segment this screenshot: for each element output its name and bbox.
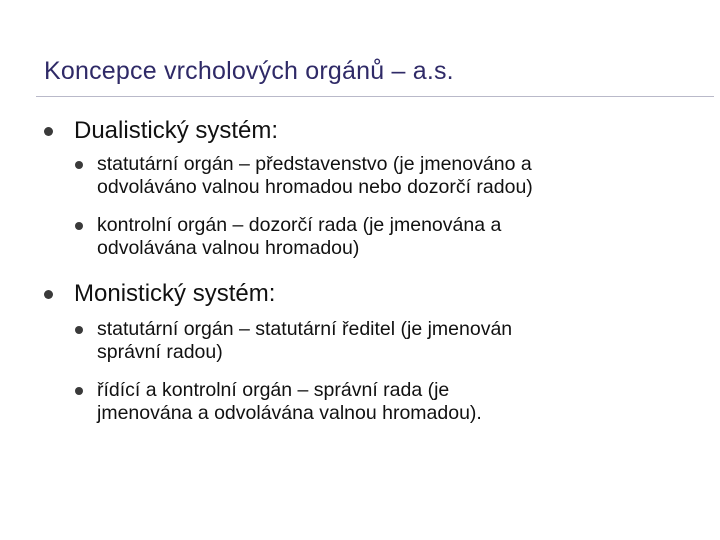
list-item-line: jmenována a odvolávána valnou hromadou). xyxy=(97,401,482,424)
item-bullet-icon xyxy=(75,326,83,334)
list-item xyxy=(97,318,512,363)
section-bullet-icon xyxy=(44,290,53,299)
list-item xyxy=(97,153,533,198)
list-item-line: odvolávána valnou hromadou) xyxy=(97,236,360,259)
slide-title: Koncepce vrcholových orgánů – a.s. xyxy=(44,57,454,85)
list-item-line: odvoláváno valnou hromadou nebo dozorčí radou) xyxy=(97,175,533,198)
item-bullet-icon xyxy=(75,387,83,395)
item-bullet-icon xyxy=(75,222,83,230)
title-divider xyxy=(36,96,714,97)
section-heading-monisticky: Monistický systém: xyxy=(74,280,276,307)
list-item xyxy=(97,379,482,424)
item-bullet-icon xyxy=(75,161,83,169)
list-item-line: statutární orgán – statutární ředitel (je jmenován xyxy=(97,318,513,340)
list-item-line: správní radou) xyxy=(97,340,223,363)
list-item xyxy=(97,214,501,259)
section-bullet-icon xyxy=(44,127,53,136)
list-item-line: kontrolní orgán – dozorčí rada (je jmenována a xyxy=(97,214,502,236)
section-heading-dualisticky: Dualistický systém: xyxy=(74,117,279,144)
list-item-line: řídící a kontrolní orgán – správní rada (je xyxy=(97,379,450,401)
list-item-line: statutární orgán – představenstvo (je jmenováno a xyxy=(97,153,532,175)
